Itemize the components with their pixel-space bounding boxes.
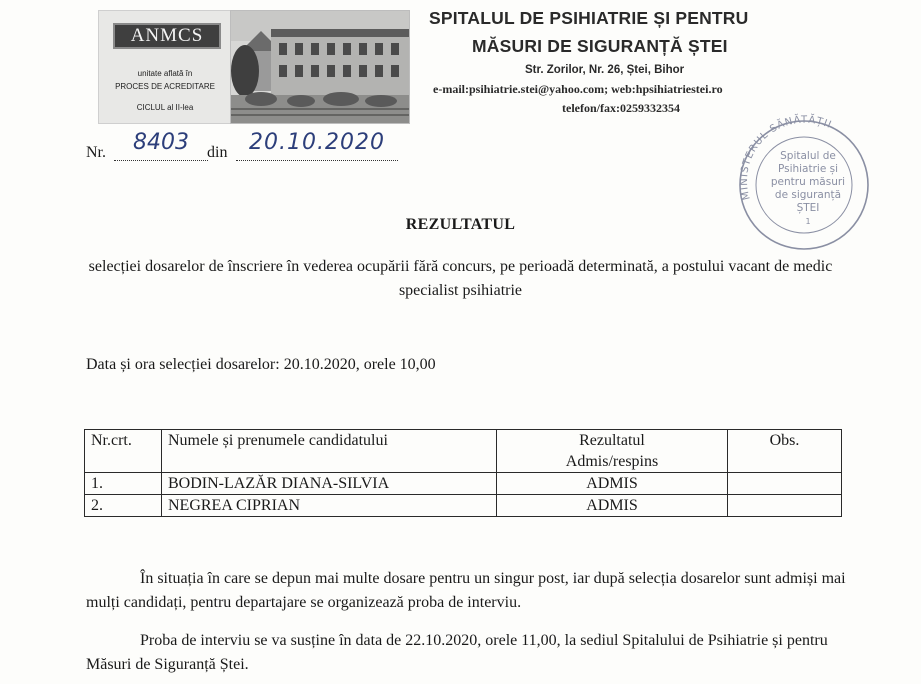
row-result: ADMIS (497, 473, 728, 495)
registration-number-handwritten: 8403 (114, 126, 208, 161)
row-candidate-name: BODIN-LAZĂR DIANA-SILVIA (162, 473, 497, 495)
row-obs (728, 495, 842, 517)
interview-schedule-paragraph: Proba de interviu se va susține în data de 22.10.2020, orele 11,00, la sediul Spitalului de Psihiatrie și pentru Măsuri de Siguranță Ștei. (86, 632, 828, 673)
stamp-line-6: 1 (805, 217, 811, 226)
hospital-building-photo (230, 10, 410, 124)
document-title: REZULTATUL (405, 216, 516, 233)
hospital-phone: telefon/fax:0259332354 (562, 101, 680, 115)
stamp-line-3: pentru măsuri (770, 176, 846, 188)
stamp-line-1: Spitalul de (780, 150, 836, 162)
document-subtitle: selecției dosarelor de înscriere în vederea ocupării fără concurs, pe perioadă determinată, a postului vacant de medic specialist psihiatrie (88, 258, 833, 299)
stamp-line-2: Psihiatrie și (777, 163, 839, 175)
stamp-line-4: de siguranță (774, 189, 842, 201)
hospital-email-web[interactable]: e-mail:psihiatrie.stei@yahoo.com; web:hpsihiatriestei.ro (433, 82, 723, 96)
registration-date-label: din (207, 144, 228, 161)
header-candidate-name: Numele și prenumele candidatului (162, 430, 497, 473)
registration-number-label: Nr. (86, 144, 106, 161)
hospital-name-line-1: SPITALUL DE PSIHIATRIE ȘI PENTRU (429, 8, 749, 28)
header-result (497, 430, 728, 473)
header-obs: Obs. (728, 430, 842, 473)
header-nr: Nr.crt. (85, 430, 162, 473)
anmcs-logo-brand: ANMCS (113, 23, 221, 49)
table-row (85, 495, 842, 517)
table-header-row (85, 430, 842, 473)
header-result-line-2: Admis/respins (565, 453, 659, 470)
hospital-name-line-2: MĂSURI DE SIGURANȚĂ ȘTEI (472, 36, 728, 56)
table-row (85, 473, 842, 495)
registration-date-handwritten: 20.10.2020 (236, 126, 398, 161)
row-nr: 2. (85, 495, 162, 517)
anmcs-logo (98, 10, 232, 124)
row-candidate-name: NEGREA CIPRIAN (162, 495, 497, 517)
results-table (84, 429, 842, 517)
logo-line-2: PROCES DE ACREDITARE (115, 82, 215, 91)
header-result-line-1: Rezultatul (579, 432, 645, 449)
row-obs (728, 473, 842, 495)
stamp-outer-text: MINISTERUL SĂNĂTĂȚII (738, 114, 834, 202)
hospital-address: Str. Zorilor, Nr. 26, Ștei, Bihor (525, 64, 685, 76)
logo-line-3: CICLUL al II-lea (136, 103, 194, 112)
row-result: ADMIS (497, 495, 728, 517)
stamp-line-5: ȘTEI (796, 202, 820, 214)
row-nr: 1. (85, 473, 162, 495)
interview-condition-paragraph: În situația în care se depun mai multe dosare pentru un singur post, iar după selecția dosarelor sunt admiși mai mulți candidați, pentru departajare se organizează proba de interviu. (86, 570, 846, 611)
logo-line-1: unitate aflată în (137, 69, 193, 78)
selection-date-time: Data și ora selecției dosarelor: 20.10.2020, orele 10,00 (86, 356, 436, 373)
